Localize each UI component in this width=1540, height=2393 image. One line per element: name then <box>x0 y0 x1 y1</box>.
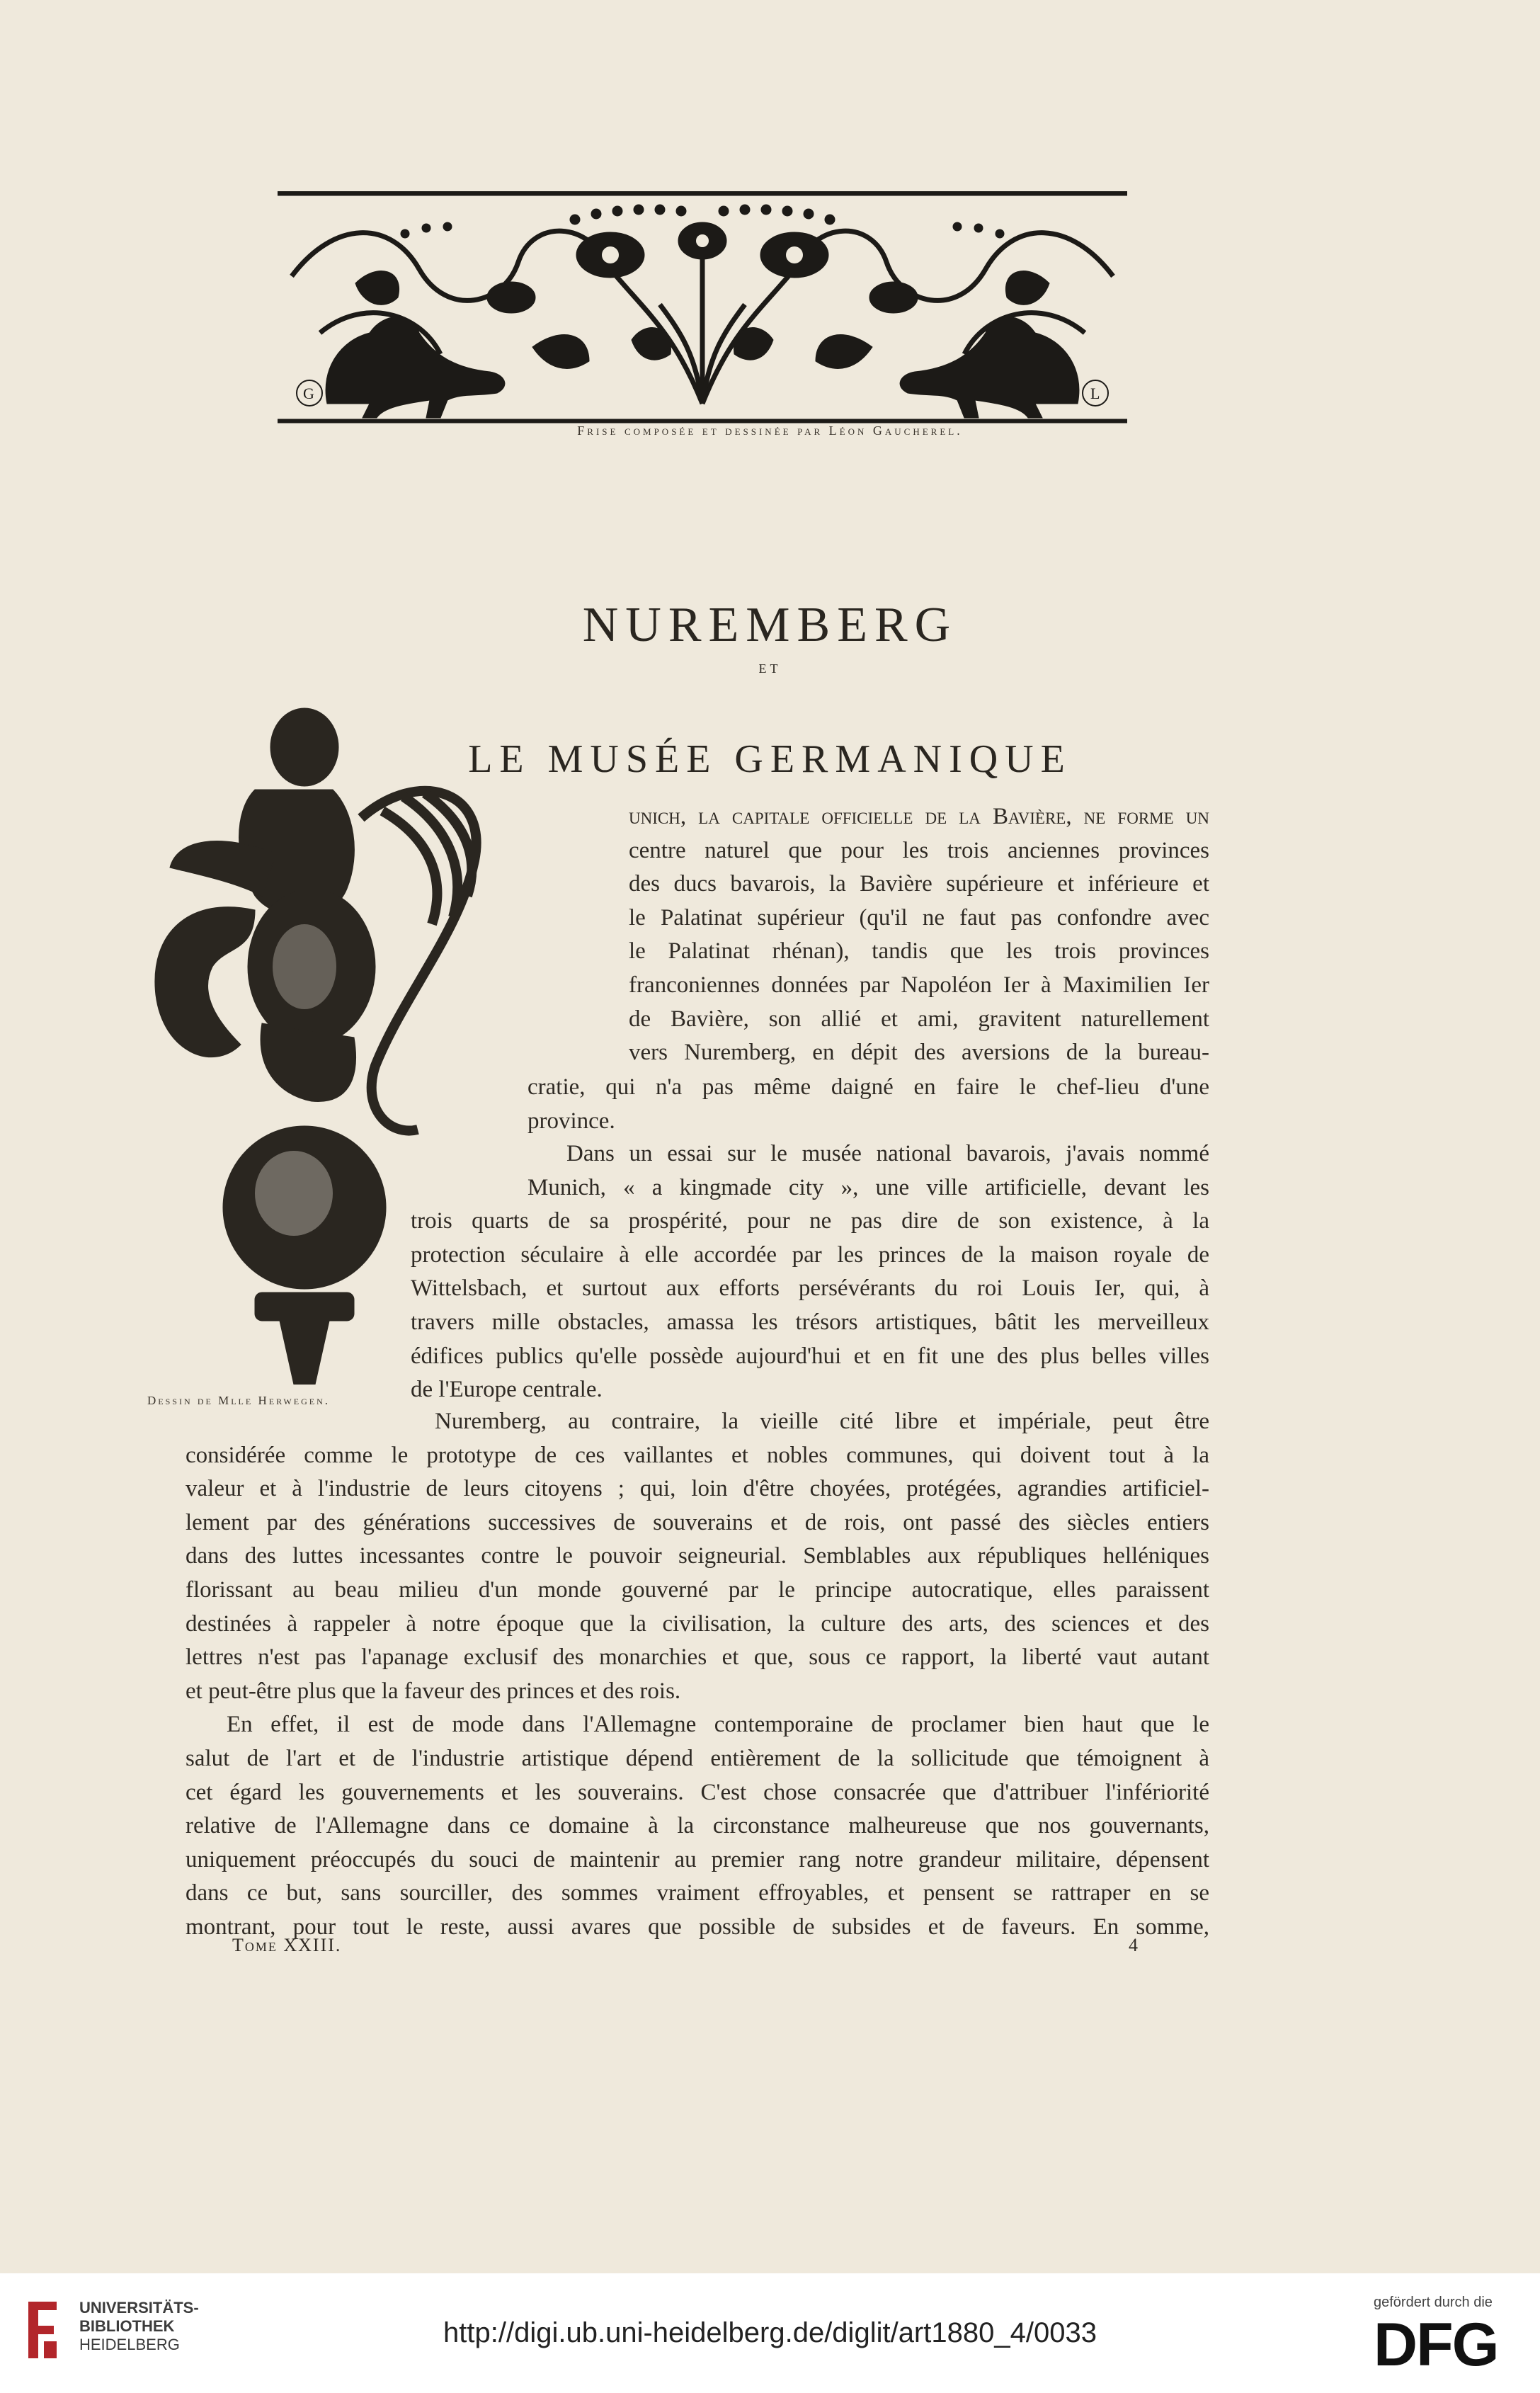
text-line: franconiennes données par Napoléon Ier à Maximilien Ier <box>629 972 1209 998</box>
text-line: En effet, il est de mode dans l'Allemagne contemporaine de proclamer bien haut que le <box>227 1712 1209 1738</box>
frieze-monogram-left: G <box>303 385 314 402</box>
paragraphs-3-4 <box>186 1405 1209 1945</box>
text-line: valeur et à l'industrie de leurs citoyens ; qui, loin d'être choyées, protégées, agrandies artificiel- <box>186 1476 1209 1502</box>
text-line: montrant, pour tout le reste, aussi avares que possible de subsides et de faveurs. En somme, <box>186 1914 1209 1940</box>
text-line: de Bavière, son allié et ami, gravitent naturellement <box>629 1006 1209 1032</box>
frieze-monogram-right: L <box>1090 385 1100 402</box>
text-line: lement par des générations successives de souverains et de rois, ont passé des siècles entiers <box>186 1509 1209 1535</box>
decorative-frieze-illustration <box>278 191 1127 425</box>
text-line: lettres n'est pas l'apanage exclusif des monarchies et que, sous ce rapport, la liberté vaut autant <box>186 1644 1209 1671</box>
text-line: trois quarts de sa prospérité, pour ne pas dire de son existence, à la <box>411 1208 1209 1234</box>
text-line: de l'Europe centrale. <box>411 1377 603 1403</box>
text-line: salut de l'art et de l'industrie artistique dépend entièrement de la sollicitude que témoignent à <box>186 1745 1209 1771</box>
library-name-line-3: HEIDELBERG <box>79 2336 180 2353</box>
figure-caption: Dessin de Mlle Herwegen. <box>147 1394 330 1407</box>
frieze-caption: Frise composée et dessinée par Léon Gaucherel. <box>577 424 963 438</box>
volume-label: Tome XXIII. <box>232 1935 342 1955</box>
text-line: cratie, qui n'a pas même daigné en faire le chef-lieu d'une <box>527 1074 1209 1100</box>
text-line: et peut-être plus que la faveur des princes et des rois. <box>186 1678 681 1704</box>
text-line: Munich, « a kingmade city », une ville artificielle, devant les <box>527 1174 1209 1200</box>
text-line: travers mille obstacles, amassa les trésors artistiques, bâtit les merveilleux <box>411 1309 1209 1335</box>
library-name-line-1: UNIVERSITÄTS- <box>79 2299 199 2317</box>
text-line: province. <box>527 1108 615 1134</box>
paragraph-1-part-2 <box>527 1071 1209 1138</box>
paragraph-1-part-1 <box>629 800 1209 1070</box>
paragraph-2 <box>411 1137 1209 1407</box>
funded-by-label: gefördert durch die <box>1374 2295 1493 2310</box>
text-line: protection séculaire à elle accordée par les princes de la maison royale de <box>411 1241 1209 1268</box>
text-line: Nuremberg, au contraire, la vieille cité libre et impériale, peut être <box>435 1409 1209 1434</box>
text-line: des ducs bavarois, la Bavière supérieure et inférieure et <box>629 871 1209 897</box>
text-line: le Palatinat rhénan), tandis que les trois provinces <box>629 938 1209 965</box>
article-subtitle: LE MUSÉE GERMANIQUE <box>468 737 1072 782</box>
text-line: considérée comme le prototype de ces vaillantes et nobles communes, qui doivent tout à la <box>186 1442 1209 1468</box>
page-number: 4 <box>1129 1935 1138 1955</box>
text-line: uniquement préoccupés du souci de maintenir au premier rang notre grandeur militaire, dépensent <box>186 1846 1209 1872</box>
library-name-line-2: BIBLIOTHEK <box>79 2317 175 2335</box>
text-line: Wittelsbach, et surtout aux efforts persévérants du roi Louis Ier, qui, à <box>411 1275 1209 1302</box>
text-line: le Palatinat supérieur (qu'il ne faut pas confondre avec <box>629 904 1209 931</box>
source-url-link[interactable]: http://digi.ub.uni-heidelberg.de/diglit/art1880_4/0033 <box>443 2317 1097 2348</box>
article-title: NUREMBERG <box>582 597 958 652</box>
text-line: édifices publics qu'elle possède aujourd'hui et en fit une des plus belles villes <box>411 1343 1209 1369</box>
text-line: vers Nuremberg, en dépit des aversions de la bureau- <box>629 1040 1209 1066</box>
text-line: unich, la capitale officielle de la Bavière, ne forme un <box>629 804 1209 829</box>
text-line: cet égard les gouvernements et les souverains. C'est chose consacrée que d'attribuer l'infériorité <box>186 1779 1209 1805</box>
text-line: dans des luttes incessantes contre le pouvoir seigneurial. Semblables aux républiques helléniques <box>186 1543 1209 1569</box>
title-conjunction: ET <box>758 661 782 676</box>
dfg-logo: DFG <box>1374 2311 1498 2379</box>
text-line: relative de l'Allemagne dans ce domaine à la circonstance malheureuse que nos gouvernants, <box>186 1813 1209 1839</box>
text-line: florissant au beau milieu d'un monde gouverné par le principe autocratique, elles paraissent <box>186 1576 1209 1603</box>
text-line: Dans un essai sur le musée national bavarois, j'avais nommé <box>566 1141 1209 1166</box>
text-line: dans ce but, sans sourciller, des sommes vraiment effroyables, et pensent se rattraper en se <box>186 1880 1209 1906</box>
text-line: destinées à rappeler à notre époque que la civilisation, la culture des arts, des sciences et des <box>186 1610 1209 1637</box>
text-line: centre naturel que pour les trois anciennes provinces <box>629 837 1209 863</box>
